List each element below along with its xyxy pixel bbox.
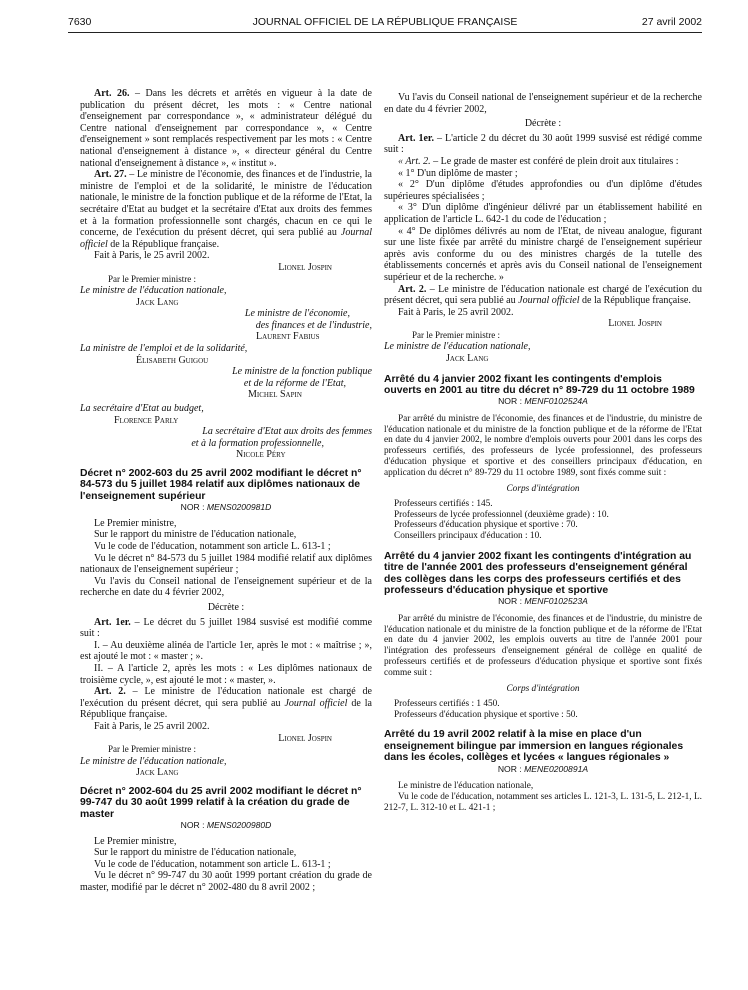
arrete-2-item-1: Professeurs certifiés : 1 450. [394, 698, 500, 709]
decree-603-visa-1: Sur le rapport du ministre de l'éducation nationale, [94, 529, 297, 541]
decree-604-visa-1: Sur le rapport du ministre de l'éducation nationale, [94, 847, 297, 859]
title-secretaire-budget: La secrétaire d'Etat au budget, [80, 403, 204, 415]
title-ministre-economie-1: Le ministre de l'économie, [244, 308, 350, 320]
arrete-1-item-1: Professeurs certifiés : 145. [394, 498, 493, 509]
arrete-2-title: Arrêté du 4 janvier 2002 fixant les contingents d'intégration au titre de l'année 2001 des professeurs d'enseignement général des collèges dans les corps des professeurs certifiés et des professeurs d'éducation physique et sportive [384, 550, 692, 597]
decree-603-article-1-ii: II. – A l'article 2, après les mots : « Les diplômes nationaux de troisième cycle, », est ajouté le mot : « master, ». [80, 662, 372, 686]
title-ministre-emploi: La ministre de l'emploi et de la solidarité, [80, 343, 248, 355]
signature-parly: Florence Parly [114, 414, 179, 426]
decree-604-par-premier-ministre: Par le Premier ministre : [412, 329, 500, 340]
arrete-1-text: Par arrêté du ministre de l'économie, des finances et de l'industrie, du ministre de l'éducation nationale et du ministre de la fonction publique et de la réforme de l'Etat en date du 4 janvier 2002, le nombre d'emplois ouverts pour 2001 dans les corps des professeurs certifiés, des professeurs de lycée professionnel, des professeurs d'éducation physique et sportive et des conseillers principaux d'éducation, en application du décret n° 89-729 du 11 octobre 1989, sont fixés comme suit : [384, 414, 702, 478]
decree-604-signature-jospin: Lionel Jospin [608, 318, 662, 330]
decree-604-new-article-2: « Art. 2. – Le grade de master est conféré de plein droit aux titulaires : [398, 155, 679, 167]
decree-604-signature-lang: Jack Lang [446, 353, 489, 365]
right-column [384, 92, 702, 813]
title-secretaire-femmes-2: et à la formation professionnelle, [191, 437, 324, 449]
arrete-3-nor: NOR : MENE0200891A [497, 763, 589, 774]
arrete-1-corps-heading: Corps d'intégration [506, 484, 580, 495]
decree-604-visa-4: Vu l'avis du Conseil national de l'enseignement supérieur et de la recherche en date du 4 février 2002, [384, 92, 702, 115]
decree-603-decrete: Décrète : [207, 601, 245, 613]
decree-604-fait: Fait à Paris, le 25 avril 2002. [398, 306, 514, 318]
title-ministre-education: Le ministre de l'éducation nationale, [80, 285, 227, 297]
decree-603-article-1-i: I. – Au deuxième alinéa de l'article 1er, après le mot : « maîtrise ; », est ajouté le mot : « master ; ». [80, 639, 372, 663]
title-ministre-fonction-publique-1: Le ministre de la fonction publique [232, 366, 372, 378]
fait-a-paris: Fait à Paris, le 25 avril 2002. [94, 250, 210, 262]
decree-603-title-ministre-education: Le ministre de l'éducation nationale, [80, 755, 227, 767]
master-condition-1: « 1° D'un diplôme de master ; [398, 167, 518, 179]
arrete-2-text: Par arrêté du ministre de l'économie, des finances et de l'industrie, du ministre de l'éducation nationale et du ministre de la fonction publique et de la réforme de l'Etat en date du 4 janvier 2002, les emplois ouverts au titre de l'année 2001 pour l'intégration des professeurs d'enseignement général de collège en qualité de professeurs certifiés et de professeurs d'éducation physique et sportive sont fixés comme suit : [384, 614, 702, 678]
signature-lang: Jack Lang [136, 296, 179, 308]
decree-603-par-premier-ministre: Par le Premier ministre : [108, 744, 196, 755]
decree-604-visa-2: Vu le code de l'éducation, notamment son article L. 613-1 ; [94, 858, 331, 870]
journal-title: JOURNAL OFFICIEL DE LA RÉPUBLIQUE FRANÇAISE [252, 16, 518, 28]
decree-603-title: Décret n° 2002-603 du 25 avril 2002 modifiant le décret n° 84-573 du 5 juillet 1984 relatif aux diplômes nationaux de l'enseignement supérieur [80, 468, 362, 502]
arrete-1-item-4: Conseillers principaux d'éducation : 10. [394, 531, 542, 542]
decree-604-nor: NOR : MENS0200980D [180, 820, 272, 831]
decree-604-article-2: Art. 2. – Le ministre de l'éducation nationale est chargé de l'exécution du présent décret, qui sera publié au Journal officiel de la République française. [384, 283, 702, 307]
master-condition-2: « 2° D'un diplôme d'études approfondies ou d'un diplôme d'études supérieures spécialisées ; [384, 179, 702, 202]
arrete-2-corps-heading: Corps d'intégration [506, 684, 580, 695]
arrete-1-item-2: Professeurs de lycée professionnel (deuxième grade) : 10. [394, 509, 609, 520]
par-premier-ministre: Par le Premier ministre : [108, 273, 196, 284]
decree-604-title-ministre-education: Le ministre de l'éducation nationale, [384, 341, 531, 353]
arrete-2-item-2: Professeurs d'éducation physique et sportive : 50. [394, 709, 578, 720]
signature-jospin: Lionel Jospin [278, 261, 332, 273]
decree-603-nor: NOR : MENS0200981D [180, 502, 272, 513]
article-27: Art. 27. – Le ministre de l'économie, des finances et de l'industrie, la ministre de l'emploi et de la solidarité, le ministre de l'éducation nationale, le ministre de la fonction publique et de la réforme de l'Etat, la secrétaire d'Etat au budget et la secrétaire d'Etat aux droits des femmes et à la formation professionnelle sont chargés, chacun en ce qui le concerne, de l'exécution du présent décret, qui sera publié au Journal officiel de la République française. [80, 169, 372, 250]
arrete-1-nor: NOR : MENF0102524A [498, 396, 588, 407]
decree-603-signature-lang: Jack Lang [136, 767, 179, 779]
signature-pery: Nicole Péry [236, 449, 286, 461]
arrete-1-item-3: Professeurs d'éducation physique et sportive : 70. [394, 520, 578, 531]
arrete-3-minister: Le ministre de l'éducation nationale, [398, 781, 534, 792]
signature-fabius: Laurent Fabius [256, 331, 320, 343]
left-column [80, 88, 372, 894]
title-ministre-economie-2: des finances et de l'industrie, [255, 319, 372, 331]
decree-603-visa-2: Vu le code de l'éducation, notamment son article L. 613-1 ; [94, 541, 331, 552]
decree-603-signature-jospin: Lionel Jospin [278, 732, 332, 744]
header-rule [68, 32, 702, 33]
arrete-1-title: Arrêté du 4 janvier 2002 fixant les contingents d'emplois ouverts en 2001 au titre du décret n° 89-729 du 11 octobre 1989 [384, 373, 695, 397]
master-condition-3: « 3° D'un diplôme d'ingénieur délivré par un établissement habilité en application de l'article L. 642-1 du code de l'éducation ; [384, 202, 702, 225]
master-condition-4: « 4° De diplômes délivrés au nom de l'Etat, de niveau analogue, figurant sur une liste fixée par arrêté du ministre chargé de l'enseignement supérieur après avis conforme du ou des ministres chargés de la tutelle des établissements concernés et après avis du Conseil national de l'enseignement supérieur et de la recherche. » [384, 225, 702, 283]
title-ministre-fonction-publique-2: et de la réforme de l'Etat, [243, 377, 346, 389]
signature-sapin: Michel Sapin [248, 389, 302, 401]
decree-603-visa-3: Vu le décret n° 84-573 du 5 juillet 1984 modifié relatif aux diplômes nationaux de l'enseignement supérieur ; [80, 552, 372, 576]
decree-604-article-1: Art. 1er. – L'article 2 du décret du 30 août 1999 susvisé est rédigé comme suit : [384, 132, 703, 156]
issue-date: 27 avril 2002 [641, 16, 702, 28]
page-number: 7630 [68, 16, 92, 28]
decree-604-premier-ministre: Le Premier ministre, [94, 835, 177, 847]
arrete-2-nor: NOR : MENF0102523A [498, 596, 588, 607]
arrete-3-title: Arrêté du 19 avril 2002 relatif à la mise en place d'un enseignement bilingue par immersion en langues régionales dans les écoles, collèges et lycées « langues régionales » [384, 729, 684, 764]
decree-603-visa-4: Vu l'avis du Conseil national de l'enseignement supérieur et de la recherche en date du 4 février 2002, [80, 575, 372, 599]
decree-603-article-1: Art. 1er. – Le décret du 5 juillet 1984 susvisé est modifié comme suit : [80, 616, 373, 640]
decree-604-decrete: Décrète : [524, 118, 562, 130]
decree-603-fait: Fait à Paris, le 25 avril 2002. [94, 720, 210, 732]
signature-guigou: Élisabeth Guigou [136, 354, 209, 366]
page-header [68, 16, 702, 30]
decree-604-title: Décret n° 2002-604 du 25 avril 2002 modifiant le décret n° 99-747 du 30 août 1999 relatif à la création du grade de master [80, 785, 362, 820]
title-secretaire-femmes-1: La secrétaire d'Etat aux droits des femmes [202, 426, 372, 438]
article-26: Art. 26. – Dans les décrets et arrêtés en vigueur à la date de publication du présent décret, les mots : « Centre national d'enseignement par correspondance », « administrateur délégué du Centre national d'enseignement par correspondance », « Centre d'enseignement » sont remplacés respectivement par les mots : « Centre national d'enseignement à distance », « directeur général du Centre national d'enseignement à distance », « institut ». [80, 88, 372, 169]
decree-603-article-2: Art. 2. – Le ministre de l'éducation nationale est chargé de l'exécution du présent décret, qui sera publié au Journal officiel de la République française. [80, 686, 372, 721]
decree-603-premier-ministre: Le Premier ministre, [94, 517, 177, 529]
arrete-3-visa-1: Vu le code de l'éducation, notamment ses articles L. 121-3, L. 131-5, L. 212-1, L. 212-7, L. 312-10 et L. 421-1 ; [384, 791, 702, 813]
decree-604-visa-3: Vu le décret n° 99-747 du 30 août 1999 portant création du grade de master, modifié par le décret n° 2002-480 du 8 avril 2002 ; [80, 870, 372, 894]
